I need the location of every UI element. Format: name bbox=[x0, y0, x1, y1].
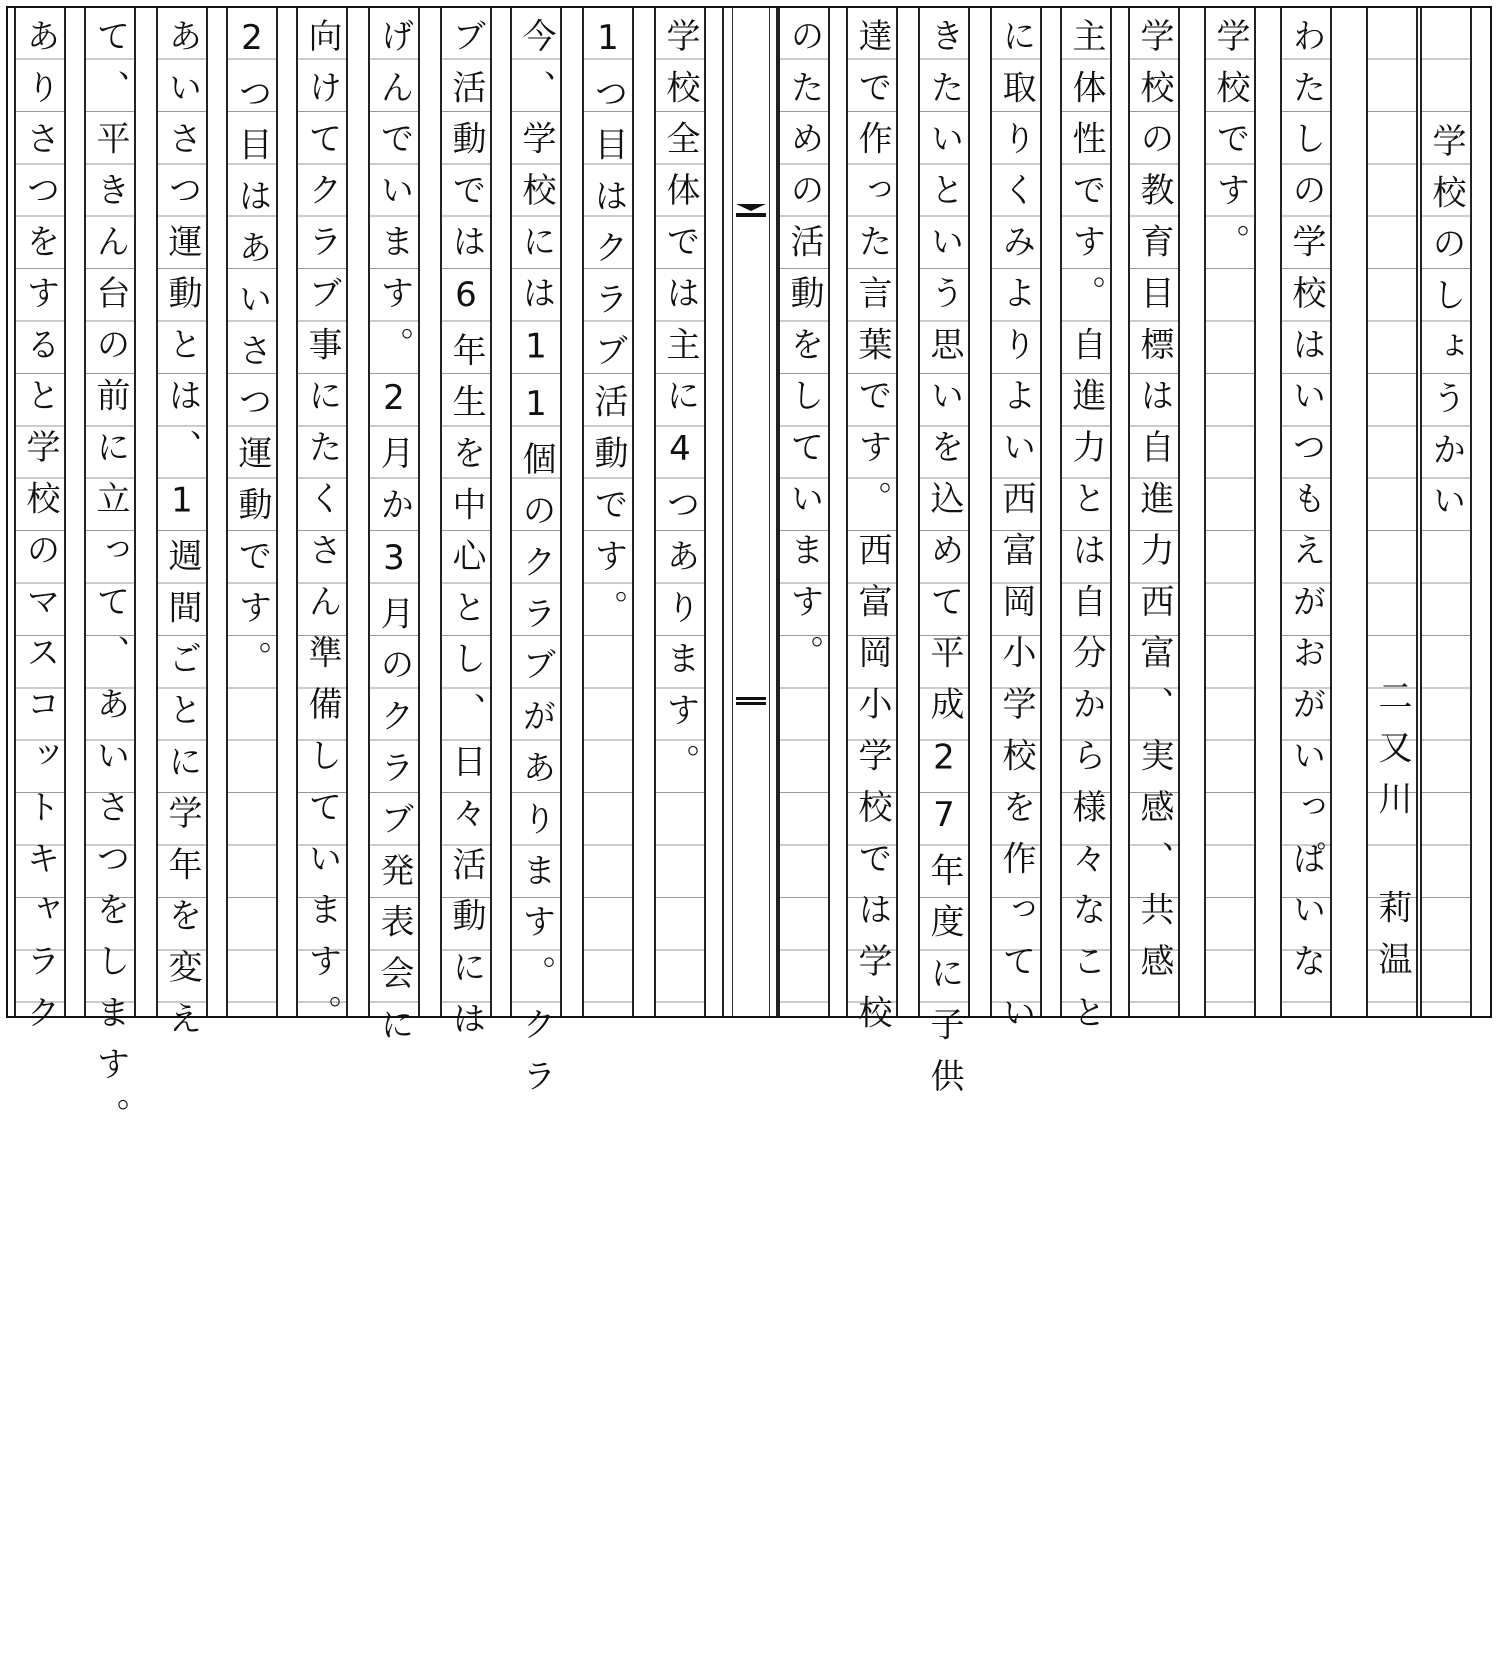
essay-title: 学校のしょうかい bbox=[1426, 123, 1466, 535]
manuscript-line: 学校全体では主に4つあります。 bbox=[660, 18, 700, 795]
manuscript-line: 今、学校には11個のクラブがあります。クラ bbox=[516, 18, 556, 1110]
manuscript-line: 2つ目はあいさつ運動です。 bbox=[232, 18, 272, 693]
manuscript-column-8 bbox=[778, 8, 830, 1016]
fishtail-marker-top bbox=[736, 204, 766, 218]
manuscript-line: 学校です。 bbox=[1210, 18, 1250, 275]
manuscript-column-5 bbox=[990, 8, 1042, 1046]
manuscript-line: ありさつをすると学校のマスコットキャラク bbox=[20, 18, 60, 1046]
title-column bbox=[1420, 8, 1472, 1016]
manuscript-column-13 bbox=[368, 8, 420, 1058]
manuscript-line: げんでいます。2月か3月のクラブ発表会に bbox=[374, 18, 414, 1058]
manuscript-line: に取りくみよりよい西富岡小学校を作ってい bbox=[996, 18, 1036, 1046]
manuscript-column-2 bbox=[1204, 8, 1256, 1016]
manuscript-column-16 bbox=[156, 8, 208, 1052]
center-spine bbox=[722, 8, 778, 1016]
manuscript-line: て、平きん台の前に立って、あいさつをします。 bbox=[90, 18, 130, 1149]
manuscript-line: 向けてクラブ事にたくさん準備しています。 bbox=[302, 18, 342, 1046]
manuscript-line: 達で作った言葉です。西富岡小学校では学校 bbox=[852, 18, 892, 1046]
manuscript-column-4 bbox=[1060, 8, 1112, 1046]
manuscript-column-10 bbox=[582, 8, 634, 1016]
manuscript-line: 1つ目はクラブ活動です。 bbox=[588, 18, 628, 641]
manuscript-column-6 bbox=[918, 8, 970, 1110]
manuscript-column-11 bbox=[510, 8, 562, 1110]
author-column bbox=[1366, 8, 1418, 1016]
manuscript-line: 主体性です。自進力とは自分から様々なこと bbox=[1066, 18, 1106, 1046]
manuscript-column-12 bbox=[440, 8, 492, 1052]
manuscript-column-7 bbox=[846, 8, 898, 1046]
manuscript-line: 学校の教育目標は自進力西富、実感、共感 bbox=[1134, 18, 1174, 995]
manuscript-column-15 bbox=[226, 8, 278, 1016]
manuscript-column-18 bbox=[14, 8, 66, 1046]
manuscript-line: きたいという思いを込めて平成27年度に子供 bbox=[924, 18, 964, 1110]
manuscript-line: ブ活動では6年生を中心とし、日々活動には bbox=[446, 18, 486, 1052]
manuscript-column-14 bbox=[296, 8, 348, 1046]
manuscript-line: わたしの学校はいつもえがおがいっぱいな bbox=[1286, 18, 1326, 995]
manuscript-line: あいさつ運動とは、1週間ごとに学年を変え bbox=[162, 18, 202, 1052]
manuscript-column-3 bbox=[1128, 8, 1180, 1016]
manuscript-column-17 bbox=[84, 8, 136, 1149]
manuscript-column-9 bbox=[654, 8, 706, 1016]
author-name: 二又川 莉温 bbox=[1372, 678, 1412, 993]
spine-inner-lines bbox=[732, 8, 770, 1016]
fishtail-marker-bottom bbox=[736, 697, 766, 705]
manuscript-line: のための活動をしています。 bbox=[784, 18, 824, 687]
manuscript-column-1 bbox=[1280, 8, 1332, 1016]
